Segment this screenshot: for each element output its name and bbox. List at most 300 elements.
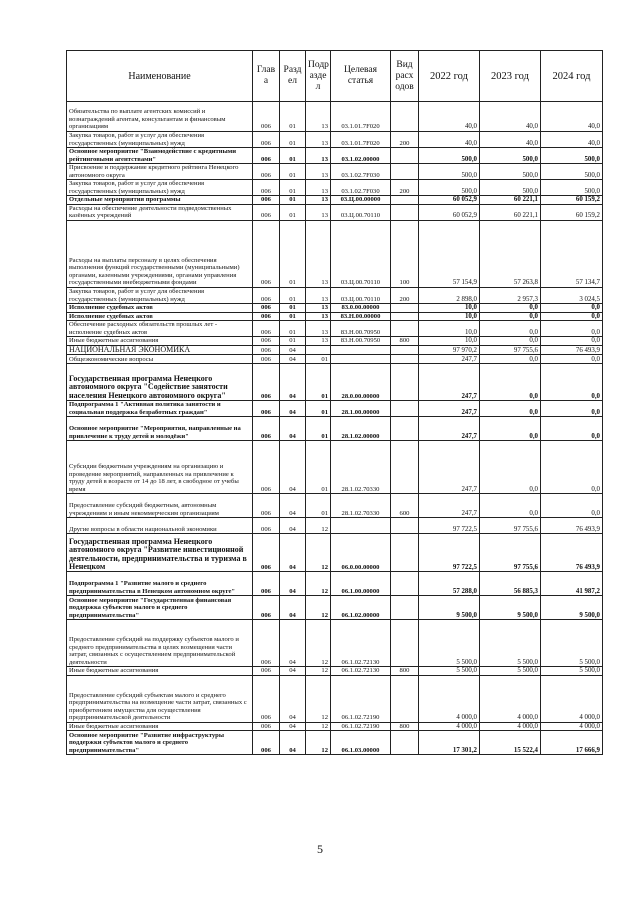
- header-razdel: Разд ел: [280, 51, 306, 102]
- row-target-article: 83.Н.00.00000: [331, 312, 391, 321]
- row-razdel: 04: [280, 364, 306, 401]
- row-name: Основное мероприятие "Взаимодействие с кредитными рейтинговыми агентствами": [67, 148, 253, 164]
- row-expense-type: 800: [391, 667, 419, 676]
- row-razdel: 01: [280, 196, 306, 205]
- row-podrazdel: 13: [306, 288, 331, 304]
- row-expense-type: [391, 731, 419, 755]
- row-value-2024: 0,0: [541, 364, 603, 401]
- row-glava: 006: [253, 722, 280, 731]
- row-podrazdel: 01: [306, 441, 331, 494]
- table-row: [67, 364, 603, 401]
- row-value-2024: 57 134,7: [541, 221, 603, 288]
- row-value-2022: 10,0: [419, 321, 480, 337]
- table-row: [67, 221, 603, 288]
- row-glava: 006: [253, 534, 280, 572]
- row-expense-type: [391, 596, 419, 620]
- row-expense-type: [391, 572, 419, 596]
- row-target-article: 06.1.02.72190: [331, 722, 391, 731]
- row-name: Исполнение судебных актов: [67, 312, 253, 321]
- row-podrazdel: 13: [306, 304, 331, 313]
- row-name: Закупка товаров, работ и услуг для обеспечения государственных (муниципальных) нужд: [67, 180, 253, 196]
- row-razdel: 01: [280, 321, 306, 337]
- table-row: [67, 345, 603, 354]
- row-value-2024: 17 666,9: [541, 731, 603, 755]
- row-value-2024: 5 500,0: [541, 667, 603, 676]
- row-expense-type: [391, 148, 419, 164]
- row-expense-type: 200: [391, 132, 419, 148]
- row-value-2022: 5 500,0: [419, 620, 480, 667]
- row-value-2022: 247,7: [419, 417, 480, 441]
- row-value-2022: 17 301,2: [419, 731, 480, 755]
- row-name: Исполнение судебных актов: [67, 304, 253, 313]
- row-value-2024: 40,0: [541, 102, 603, 132]
- row-expense-type: [391, 401, 419, 417]
- table-row: [67, 722, 603, 731]
- row-value-2022: 10,0: [419, 312, 480, 321]
- row-podrazdel: 01: [306, 417, 331, 441]
- row-value-2023: 2 957,3: [480, 288, 541, 304]
- row-value-2022: 247,7: [419, 355, 480, 364]
- row-expense-type: 800: [391, 722, 419, 731]
- row-value-2023: 0,0: [480, 321, 541, 337]
- row-target-article: 06.1.02.72190: [331, 675, 391, 722]
- row-value-2024: 4 000,0: [541, 722, 603, 731]
- row-name: Основное мероприятие "Развитие инфраструктуры поддержки субъектов малого и среднего предпринимательства": [67, 731, 253, 755]
- table-row: [67, 534, 603, 572]
- row-glava: 006: [253, 337, 280, 346]
- header-name: Наименование: [67, 51, 253, 102]
- table-row: [67, 417, 603, 441]
- row-podrazdel: 12: [306, 518, 331, 534]
- row-glava: 006: [253, 180, 280, 196]
- row-name: Основное мероприятие "Государственная финансовая поддержка субъектов малого и среднего предпринимательства": [67, 596, 253, 620]
- row-value-2024: 4 000,0: [541, 675, 603, 722]
- table-row: [67, 132, 603, 148]
- row-value-2022: 4 000,0: [419, 675, 480, 722]
- row-razdel: 04: [280, 722, 306, 731]
- row-glava: 006: [253, 148, 280, 164]
- row-value-2022: 500,0: [419, 180, 480, 196]
- header-target-article: Целевая статья: [331, 51, 391, 102]
- row-razdel: 04: [280, 345, 306, 354]
- row-value-2024: 76 493,9: [541, 345, 603, 354]
- row-value-2022: 4 000,0: [419, 722, 480, 731]
- row-value-2024: 41 987,2: [541, 572, 603, 596]
- row-value-2023: 4 000,0: [480, 675, 541, 722]
- row-name: Присвоение и поддержание кредитного рейтинга Ненецкого автономного округа: [67, 164, 253, 180]
- row-expense-type: 800: [391, 337, 419, 346]
- row-glava: 006: [253, 204, 280, 220]
- row-target-article: 03.1.02.00000: [331, 148, 391, 164]
- row-razdel: 04: [280, 534, 306, 572]
- row-name: Другие вопросы в области национальной экономики: [67, 518, 253, 534]
- row-razdel: 01: [280, 102, 306, 132]
- row-glava: 006: [253, 102, 280, 132]
- row-name: Государственная программа Ненецкого автономного округа "Развитие инвестиционной деятельности, предпринимательства и туризма в Ненецком: [67, 534, 253, 572]
- header-year-2024: 2024 год: [541, 51, 603, 102]
- row-expense-type: [391, 534, 419, 572]
- row-target-article: 28.1.02.70330: [331, 441, 391, 494]
- row-name: Иные бюджетные ассигнования: [67, 722, 253, 731]
- table-row: [67, 675, 603, 722]
- row-name: Закупка товаров, работ и услуг для обеспечения государственных (муниципальных) нужд: [67, 132, 253, 148]
- row-target-article: 03.Ц.00.70110: [331, 204, 391, 220]
- table-row: [67, 164, 603, 180]
- row-value-2023: 0,0: [480, 364, 541, 401]
- row-glava: 006: [253, 620, 280, 667]
- row-podrazdel: 01: [306, 355, 331, 364]
- row-value-2024: 500,0: [541, 164, 603, 180]
- row-target-article: 28.0.00.00000: [331, 364, 391, 401]
- row-name: Расходы на обеспечение деятельности подведомственных казённых учреждений: [67, 204, 253, 220]
- row-expense-type: [391, 321, 419, 337]
- row-glava: 006: [253, 572, 280, 596]
- row-podrazdel: 13: [306, 132, 331, 148]
- row-target-article: 06.1.03.00000: [331, 731, 391, 755]
- row-razdel: 04: [280, 620, 306, 667]
- row-value-2023: 0,0: [480, 494, 541, 518]
- row-podrazdel: 13: [306, 196, 331, 205]
- row-value-2024: 0,0: [541, 441, 603, 494]
- table-row: [67, 288, 603, 304]
- table-row: [67, 441, 603, 494]
- row-podrazdel: 13: [306, 221, 331, 288]
- row-name: Обязательства по выплате агентских комиссий и вознаграждений агентам, консультантам и финансовым организациям: [67, 102, 253, 132]
- row-razdel: 04: [280, 667, 306, 676]
- row-name: Подпрограмма 1 "Развитие малого и среднего предпринимательства в Ненецком автономном округе": [67, 572, 253, 596]
- row-value-2023: 4 000,0: [480, 722, 541, 731]
- row-expense-type: [391, 204, 419, 220]
- row-razdel: 04: [280, 417, 306, 441]
- row-value-2023: 500,0: [480, 148, 541, 164]
- row-glava: 006: [253, 312, 280, 321]
- row-podrazdel: 12: [306, 596, 331, 620]
- row-razdel: 01: [280, 164, 306, 180]
- row-value-2023: 40,0: [480, 132, 541, 148]
- row-name: Предоставление субсидий субъектам малого и среднего предпринимательства на возмещение части затрат, связанных с приобретением имущества для осуществления предпринимательской деятельности: [67, 675, 253, 722]
- row-value-2023: 500,0: [480, 164, 541, 180]
- row-razdel: 04: [280, 518, 306, 534]
- row-value-2023: 0,0: [480, 312, 541, 321]
- row-expense-type: [391, 518, 419, 534]
- row-expense-type: [391, 417, 419, 441]
- row-target-article: 03.1.02.7F030: [331, 164, 391, 180]
- row-podrazdel: 12: [306, 731, 331, 755]
- row-razdel: 04: [280, 572, 306, 596]
- row-glava: 006: [253, 667, 280, 676]
- row-glava: 006: [253, 441, 280, 494]
- row-glava: 006: [253, 401, 280, 417]
- row-name: Подпрограмма 1 "Активная политика занятости и социальная поддержка безработных граждан": [67, 401, 253, 417]
- table-row: [67, 667, 603, 676]
- row-glava: 006: [253, 494, 280, 518]
- table-body: [67, 102, 603, 755]
- table-row: [67, 518, 603, 534]
- row-expense-type: [391, 102, 419, 132]
- row-razdel: 04: [280, 596, 306, 620]
- row-target-article: 28.1.02.70330: [331, 494, 391, 518]
- row-value-2022: 10,0: [419, 304, 480, 313]
- row-podrazdel: 12: [306, 722, 331, 731]
- header-year-2022: 2022 год: [419, 51, 480, 102]
- row-podrazdel: 12: [306, 572, 331, 596]
- row-value-2023: 15 522,4: [480, 731, 541, 755]
- row-target-article: 06.1.02.72130: [331, 620, 391, 667]
- row-expense-type: [391, 345, 419, 354]
- row-value-2024: 9 500,0: [541, 596, 603, 620]
- row-expense-type: [391, 675, 419, 722]
- row-target-article: 28.1.02.00000: [331, 417, 391, 441]
- row-value-2022: 247,7: [419, 364, 480, 401]
- table-row: [67, 494, 603, 518]
- table-row: [67, 204, 603, 220]
- row-target-article: 03.1.01.7F020: [331, 132, 391, 148]
- row-podrazdel: 12: [306, 620, 331, 667]
- row-glava: 006: [253, 345, 280, 354]
- row-podrazdel: 01: [306, 494, 331, 518]
- row-razdel: 01: [280, 204, 306, 220]
- row-glava: 006: [253, 304, 280, 313]
- row-value-2022: 60 052,9: [419, 196, 480, 205]
- row-value-2024: 500,0: [541, 180, 603, 196]
- row-value-2022: 97 722,5: [419, 534, 480, 572]
- row-value-2024: 60 159,2: [541, 204, 603, 220]
- row-podrazdel: 13: [306, 321, 331, 337]
- page-number: 5: [317, 842, 323, 856]
- table-row: [67, 572, 603, 596]
- row-razdel: 04: [280, 355, 306, 364]
- table-row: [67, 337, 603, 346]
- row-value-2022: 500,0: [419, 148, 480, 164]
- row-razdel: 04: [280, 494, 306, 518]
- row-value-2022: 40,0: [419, 102, 480, 132]
- row-name: Предоставление субсидий бюджетным, автономным учреждениям и иным некоммерческим организациям: [67, 494, 253, 518]
- row-target-article: 06.1.02.00000: [331, 596, 391, 620]
- row-value-2023: 97 755,6: [480, 518, 541, 534]
- row-razdel: 04: [280, 401, 306, 417]
- row-name: Иные бюджетные ассигнования: [67, 667, 253, 676]
- row-razdel: 01: [280, 304, 306, 313]
- row-target-article: 83.0.00.00000: [331, 304, 391, 313]
- row-podrazdel: 12: [306, 667, 331, 676]
- row-glava: 006: [253, 596, 280, 620]
- row-target-article: 03.Ц.00.70110: [331, 221, 391, 288]
- row-razdel: 04: [280, 441, 306, 494]
- header-expense-type: Вид расх одов: [391, 51, 419, 102]
- row-value-2024: 40,0: [541, 132, 603, 148]
- row-expense-type: [391, 164, 419, 180]
- row-podrazdel: 12: [306, 675, 331, 722]
- row-target-article: 83.Н.00.70950: [331, 337, 391, 346]
- row-expense-type: [391, 355, 419, 364]
- row-razdel: 01: [280, 180, 306, 196]
- row-value-2024: 60 159,2: [541, 196, 603, 205]
- row-name: Государственная программа Ненецкого автономного округа "Содействие занятости населения Ненецкого автономного округа": [67, 364, 253, 401]
- row-razdel: 01: [280, 221, 306, 288]
- row-expense-type: [391, 312, 419, 321]
- row-name: Общеэкономические вопросы: [67, 355, 253, 364]
- table-row: [67, 102, 603, 132]
- row-glava: 006: [253, 518, 280, 534]
- table-row: [67, 312, 603, 321]
- row-expense-type: [391, 441, 419, 494]
- row-name: Иные бюджетные ассигнования: [67, 337, 253, 346]
- row-podrazdel: [306, 345, 331, 354]
- row-value-2022: 60 052,9: [419, 204, 480, 220]
- row-value-2023: 0,0: [480, 304, 541, 313]
- row-glava: 006: [253, 364, 280, 401]
- row-target-article: 03.1.01.7F020: [331, 102, 391, 132]
- row-value-2023: 97 755,6: [480, 345, 541, 354]
- row-value-2024: 0,0: [541, 355, 603, 364]
- row-value-2022: 57 288,0: [419, 572, 480, 596]
- table-row: [67, 596, 603, 620]
- row-glava: 006: [253, 164, 280, 180]
- row-name: Расходы на выплаты персоналу в целях обеспечения выполнения функций государственными (муниципальными) органами, казенными учреждениями, органами управления государственными внебюджетными фондами: [67, 221, 253, 288]
- row-target-article: [331, 345, 391, 354]
- row-value-2024: 3 024,5: [541, 288, 603, 304]
- row-value-2022: 2 898,0: [419, 288, 480, 304]
- row-glava: 006: [253, 221, 280, 288]
- row-value-2024: 5 500,0: [541, 620, 603, 667]
- row-razdel: 01: [280, 132, 306, 148]
- row-value-2023: 0,0: [480, 417, 541, 441]
- row-value-2023: 60 221,1: [480, 196, 541, 205]
- row-value-2022: 9 500,0: [419, 596, 480, 620]
- row-target-article: 28.1.00.00000: [331, 401, 391, 417]
- table-row: [67, 304, 603, 313]
- row-target-article: [331, 518, 391, 534]
- row-podrazdel: 13: [306, 312, 331, 321]
- row-podrazdel: 13: [306, 337, 331, 346]
- row-name: НАЦИОНАЛЬНАЯ ЭКОНОМИКА: [67, 345, 253, 354]
- row-glava: 006: [253, 355, 280, 364]
- row-value-2024: 0,0: [541, 401, 603, 417]
- budget-table: [66, 50, 603, 755]
- row-glava: 006: [253, 288, 280, 304]
- row-value-2022: 10,0: [419, 337, 480, 346]
- row-value-2023: 0,0: [480, 355, 541, 364]
- row-target-article: 83.Н.00.70950: [331, 321, 391, 337]
- row-razdel: 01: [280, 288, 306, 304]
- row-value-2022: 97 970,2: [419, 345, 480, 354]
- row-value-2024: 0,0: [541, 312, 603, 321]
- row-expense-type: [391, 364, 419, 401]
- row-expense-type: [391, 196, 419, 205]
- row-glava: 006: [253, 196, 280, 205]
- table-row: [67, 180, 603, 196]
- row-value-2022: 97 722,5: [419, 518, 480, 534]
- row-value-2022: 5 500,0: [419, 667, 480, 676]
- row-razdel: 04: [280, 675, 306, 722]
- row-name: Закупка товаров, работ и услуг для обеспечения государственных (муниципальных) нужд: [67, 288, 253, 304]
- row-podrazdel: 13: [306, 148, 331, 164]
- table-row: [67, 321, 603, 337]
- row-value-2022: 247,7: [419, 401, 480, 417]
- row-value-2023: 97 755,6: [480, 534, 541, 572]
- row-name: Субсидии бюджетным учреждениям на организацию и проведение мероприятий, направленных на привлечение к труду детей в возрасте от 14 до 18 лет, в свободное от учебы время: [67, 441, 253, 494]
- row-value-2022: 57 154,9: [419, 221, 480, 288]
- row-target-article: [331, 355, 391, 364]
- row-value-2023: 0,0: [480, 337, 541, 346]
- row-value-2023: 5 500,0: [480, 667, 541, 676]
- row-value-2024: 0,0: [541, 494, 603, 518]
- row-value-2023: 57 263,8: [480, 221, 541, 288]
- row-name: Основное мероприятие "Мероприятия, направленные на привлечение к труду детей и молодёжи": [67, 417, 253, 441]
- row-glava: 006: [253, 417, 280, 441]
- row-value-2024: 0,0: [541, 417, 603, 441]
- row-expense-type: [391, 620, 419, 667]
- row-expense-type: 100: [391, 221, 419, 288]
- row-value-2024: 76 493,9: [541, 534, 603, 572]
- header-year-2023: 2023 год: [480, 51, 541, 102]
- row-razdel: 01: [280, 148, 306, 164]
- row-value-2023: 500,0: [480, 180, 541, 196]
- row-target-article: 03.Ц.00.00000: [331, 196, 391, 205]
- row-podrazdel: 01: [306, 364, 331, 401]
- row-podrazdel: 13: [306, 204, 331, 220]
- row-glava: 006: [253, 675, 280, 722]
- row-razdel: 01: [280, 337, 306, 346]
- row-value-2022: 247,7: [419, 494, 480, 518]
- row-target-article: 03.1.02.7F030: [331, 180, 391, 196]
- table-header-row: [67, 51, 603, 102]
- row-glava: 006: [253, 321, 280, 337]
- row-value-2024: 500,0: [541, 148, 603, 164]
- row-value-2023: 0,0: [480, 441, 541, 494]
- header-podrazdel: Подр азде л: [306, 51, 331, 102]
- row-name: Обеспечение расходных обязательств прошлых лет - исполнение судебных актов: [67, 321, 253, 337]
- row-podrazdel: 13: [306, 164, 331, 180]
- table-row: [67, 196, 603, 205]
- row-value-2022: 40,0: [419, 132, 480, 148]
- row-target-article: 06.1.02.72130: [331, 667, 391, 676]
- row-value-2022: 500,0: [419, 164, 480, 180]
- row-value-2023: 56 885,3: [480, 572, 541, 596]
- table-row: [67, 355, 603, 364]
- row-expense-type: 200: [391, 288, 419, 304]
- row-razdel: 04: [280, 731, 306, 755]
- row-podrazdel: 13: [306, 180, 331, 196]
- row-name: Предоставление субсидий на поддержку субъектов малого и среднего предпринимательства в целях возмещения части затрат, связанных с осуществлением предпринимательской деятельности: [67, 620, 253, 667]
- table-row: [67, 731, 603, 755]
- row-expense-type: 200: [391, 180, 419, 196]
- row-podrazdel: 12: [306, 534, 331, 572]
- table-row: [67, 401, 603, 417]
- row-glava: 006: [253, 132, 280, 148]
- row-value-2023: 5 500,0: [480, 620, 541, 667]
- row-podrazdel: 13: [306, 102, 331, 132]
- table-row: [67, 148, 603, 164]
- row-value-2024: 0,0: [541, 304, 603, 313]
- row-target-article: 06.0.00.00000: [331, 534, 391, 572]
- row-value-2022: 247,7: [419, 441, 480, 494]
- row-value-2024: 76 493,9: [541, 518, 603, 534]
- row-name: Отдельные мероприятия программы: [67, 196, 253, 205]
- row-podrazdel: 01: [306, 401, 331, 417]
- table-row: [67, 620, 603, 667]
- row-value-2024: 0,0: [541, 321, 603, 337]
- row-value-2024: 0,0: [541, 337, 603, 346]
- row-value-2023: 60 221,1: [480, 204, 541, 220]
- row-value-2023: 9 500,0: [480, 596, 541, 620]
- row-value-2023: 40,0: [480, 102, 541, 132]
- row-target-article: 06.1.00.00000: [331, 572, 391, 596]
- row-expense-type: [391, 304, 419, 313]
- row-glava: 006: [253, 731, 280, 755]
- row-expense-type: 600: [391, 494, 419, 518]
- row-razdel: 01: [280, 312, 306, 321]
